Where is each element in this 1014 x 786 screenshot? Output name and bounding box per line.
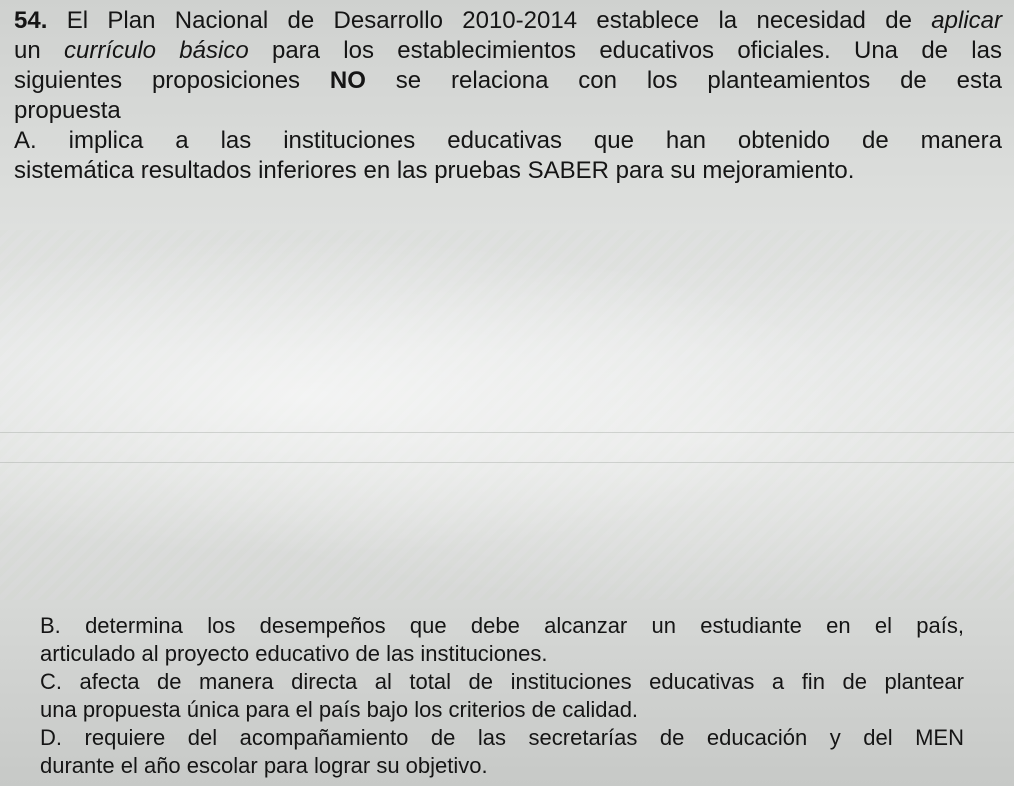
- divider-line: [0, 462, 1014, 463]
- option-a-line-2: sistemática resultados inferiores en las pruebas SABER para su mejoramiento.: [14, 157, 855, 184]
- question-line-4: propuesta: [14, 97, 121, 124]
- emphasis-curriculo: currículo básico: [63, 37, 249, 64]
- emphasis-no: NO: [329, 67, 366, 94]
- question-line-2: un currículo básico para los establecimientos educativos oficiales. Una de las: [14, 37, 1002, 64]
- screen-glare: [0, 230, 1014, 600]
- options-block: [40, 612, 964, 780]
- option-d-line-2: durante el año escolar para lograr su objetivo.: [40, 753, 488, 778]
- option-c-line-2: una propuesta única para el país bajo los criterios de calidad.: [40, 697, 639, 722]
- option-c-line-1: C. afecta de manera directa al total de instituciones educativas a fin de plantear: [40, 669, 964, 694]
- question-line-1: 54. El Plan Nacional de Desarrollo 2010-2014 establece la necesidad de aplicar: [14, 7, 1002, 34]
- question-number: 54.: [14, 7, 48, 34]
- option-b-line-1: B. determina los desempeños que debe alcanzar un estudiante en el país,: [40, 613, 964, 638]
- option-d-line-1: D. requiere del acompañamiento de las secretarías de educación y del MEN: [40, 725, 964, 750]
- option-b-line-2: articulado al proyecto educativo de las instituciones.: [40, 641, 548, 666]
- question-block: [14, 6, 1002, 186]
- question-line-3: siguientes proposiciones NO se relaciona con los planteamientos de esta: [14, 67, 1003, 94]
- divider-line: [0, 432, 1014, 433]
- option-a-line-1: A. implica a las instituciones educativas que han obtenido de manera: [14, 127, 1002, 154]
